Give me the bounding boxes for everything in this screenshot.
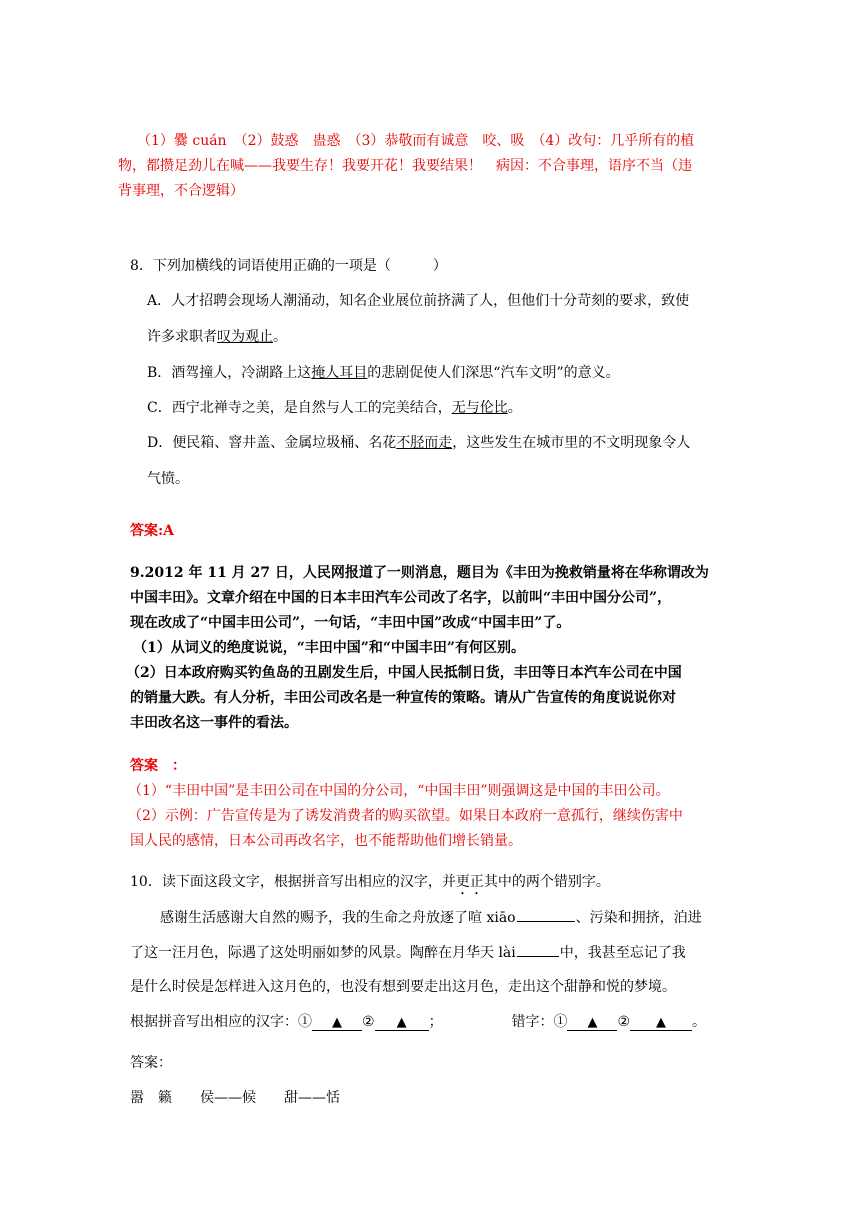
q8-option-a-line1: A．人才招聘会现场人潮涌动，知名企业展位前挤满了人，但他们十分苛刻的要求，致使 bbox=[147, 293, 690, 309]
q9-line4: （1）从词义的绝度说说，“丰田中国”和“中国丰田”有何区别。 bbox=[133, 640, 525, 656]
q9-answer1: （1）“丰田中国”是丰田公司在中国的分公司，“中国丰田”则强调这是中国的丰田公司。 bbox=[128, 783, 670, 799]
q10-stem-dotted: 更正 bbox=[455, 874, 484, 890]
q10-fill-label: 根据拼音写出相应的汉字：① bbox=[130, 1014, 312, 1030]
q10-fill-line bbox=[130, 1011, 860, 1031]
q8-b-underlined: 掩人耳目 bbox=[311, 365, 368, 381]
q8-stem: 8．下列加横线的词语使用正确的一项是（ ） bbox=[130, 258, 447, 274]
q9-answer-label: 答案 ： bbox=[130, 758, 186, 774]
q8-option-b bbox=[147, 362, 860, 382]
q10-error-label: 错字：① bbox=[511, 1014, 568, 1030]
q10-passage-line3: 是什么时侯是怎样进入这月色的，也没有想到要走出这月色，走出这个甜静和悦的梦境。 bbox=[130, 979, 676, 995]
q10-p1-post: 、污染和拥挤，泊进 bbox=[575, 910, 702, 926]
q10-error-blank-2[interactable]: ▲ bbox=[630, 1015, 692, 1031]
answer7-line3: 背事理，不合逻辑） bbox=[118, 183, 244, 199]
q10-error-blank-1[interactable]: ▲ bbox=[567, 1015, 617, 1031]
q9-line1: 9.2012 年 11 月 27 日，人民网报道了一则消息，题目为《丰田为挽救销量将在华称谓改为 bbox=[130, 565, 709, 581]
q10-fill-blank-2[interactable]: ▲ bbox=[375, 1015, 429, 1031]
q9-line3: 现在改成了“中国丰田公司”，一句话，“丰田中国”改成“中国丰田”了。 bbox=[130, 615, 571, 631]
q10-semicolon: ； bbox=[428, 1014, 443, 1030]
q10-stem-post: 其中的两个错别字。 bbox=[483, 874, 610, 890]
q8-d-post: ，这些发生在城市里的不文明现象令人 bbox=[452, 435, 691, 451]
q10-fill-blank-1[interactable]: ▲ bbox=[312, 1015, 362, 1031]
q8-c-underlined: 无与伦比 bbox=[451, 400, 508, 416]
q9-answer2: （2）示例：广告宣传是为了诱发消费者的购买欲望。如果日本政府一意孤行，继续伤害中 bbox=[128, 808, 683, 824]
answer7-line2: 物，都攒足劲儿在喊——我要生存！我要开花！我要结果！ 病因：不合事理，语序不当（违 bbox=[118, 158, 692, 174]
q8-option-c bbox=[147, 397, 860, 417]
q8-option-d-line2: 气愤。 bbox=[147, 471, 189, 487]
q10-answer-label: 答案： bbox=[130, 1055, 172, 1071]
q10-error-circle-2: ② bbox=[617, 1014, 631, 1030]
q10-passage-line1 bbox=[160, 906, 860, 927]
q8-c-pre: C．西宁北禅寺之美，是自然与人工的完美结合， bbox=[147, 400, 452, 416]
q8-b-post: 的悲剧促使人们深思“汽车文明”的意义。 bbox=[367, 365, 620, 381]
q10-blank-lai[interactable] bbox=[517, 941, 559, 957]
q8-option-a-line2 bbox=[147, 326, 860, 346]
q10-stem-pre: 10．读下面这段文字，根据拼音写出相应的汉字，并 bbox=[130, 874, 456, 890]
q10-circle-2: ② bbox=[362, 1014, 375, 1030]
q8-b-pre: B．酒驾撞人，冷湖路上这 bbox=[147, 365, 312, 381]
q8-a-underlined: 叹为观止 bbox=[217, 329, 273, 345]
q9-line5: （2）日本政府购买钓鱼岛的丑剧发生后，中国人民抵制日货，丰田等日本汽车公司在中国 bbox=[126, 665, 682, 681]
answer7-line1: （1）爨 cuán （2）鼓惑 蛊惑 （3）恭敬而有诚意 咬、吸 （4）改句：几乎所有的植 bbox=[137, 133, 695, 149]
q10-p1-pre: 感谢生活感谢大自然的赐予，我的生命之舟放逐了喧 xiāo bbox=[160, 910, 516, 926]
q8-answer: 答案:A bbox=[130, 523, 175, 539]
q10-p2-post: 中，我甚至忘记了我 bbox=[559, 945, 686, 961]
q10-stem bbox=[130, 871, 860, 898]
q8-d-underlined: 不胫而走 bbox=[396, 435, 453, 451]
q10-p2-pre: 了这一汪月色，际遇了这处明丽如梦的风景。陶醉在月华天 lài bbox=[130, 945, 516, 961]
q9-line6: 的销量大跌。有人分析，丰田公司改名是一种宣传的策略。请从广告宣传的角度说说你对 bbox=[130, 690, 676, 706]
q8-a-post: 。 bbox=[273, 329, 287, 345]
q8-a-pre: 许多求职者 bbox=[147, 329, 217, 345]
q8-option-d-line1 bbox=[147, 432, 860, 452]
q10-period: 。 bbox=[692, 1014, 707, 1030]
q10-blank-xiao[interactable] bbox=[517, 906, 575, 922]
q9-line2: 中国丰田》。文章介绍在中国的日本丰田汽车公司改了名字，以前叫“丰田中国分公司”， bbox=[130, 590, 672, 606]
q9-line7: 丰田改名这一事件的看法。 bbox=[130, 715, 298, 731]
q8-c-post: 。 bbox=[507, 400, 522, 416]
q10-passage-line2 bbox=[130, 941, 860, 962]
q10-answer-text: 嚣 籁 侯——候 甜——恬 bbox=[130, 1090, 340, 1106]
q8-d-pre: D．便民箱、窨井盖、金属垃圾桶、名花 bbox=[147, 435, 397, 451]
q9-answer3: 国人民的感情，日本公司再改名字，也不能帮助他们增长销量。 bbox=[130, 833, 522, 849]
